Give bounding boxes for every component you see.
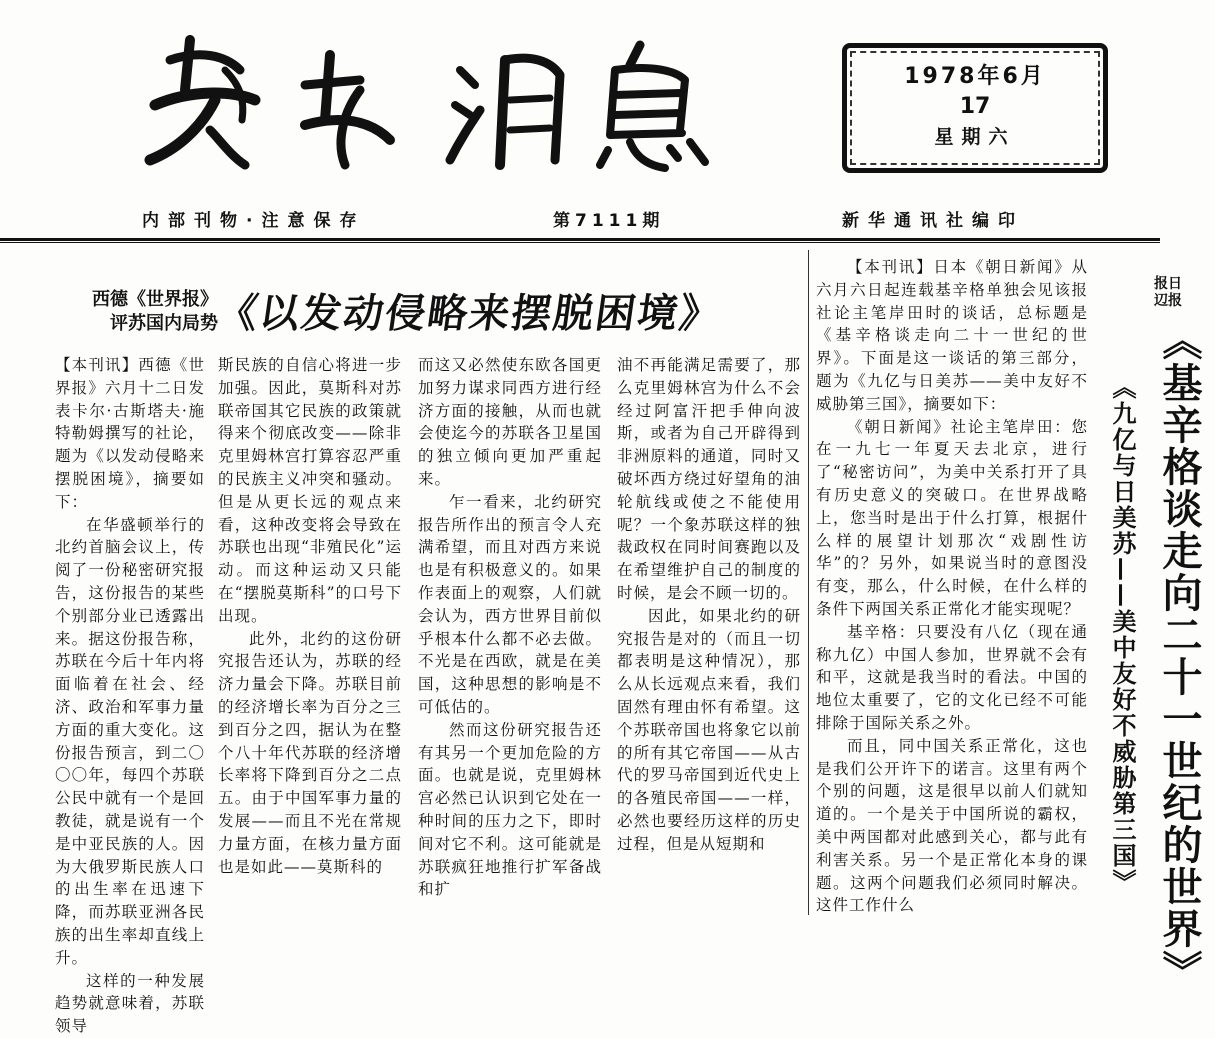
paragraph: 而这又必然使东欧各国更加努力谋求同西方进行经济方面的接触，从而也就会使迄今的苏联各卫星国的独立倾向更加严重起来。 bbox=[418, 356, 602, 488]
paragraph: 《朝日新闻》社论主笔岸田：您在一九七一年夏天去北京，进行了“秘密访问”，为美中关系打开了具有历史意义的突破口。在世界战略上，您当时是出于什么打算，根据什么样的展望计划那次“戏剧性访华”的？另外，如果说当时的意图没有变，那么，什么时候，在什么样的条件下两国关系正常化才能实现呢？ bbox=[816, 417, 1088, 618]
paragraph: 基辛格：只要没有八亿（现在通称九亿）中国人参加，世界就不会有和平，这就是我当时的看法。中国的地位太重要了，它的文化已经不可能排除于国际关系之外。 bbox=[816, 622, 1088, 732]
date-day: 17 bbox=[959, 94, 991, 119]
source-label-line: 辺报 bbox=[1154, 293, 1182, 309]
side-headline: 《基辛格谈走向二十一世纪的世界》 bbox=[1156, 320, 1202, 992]
header-rule-thin bbox=[0, 242, 1160, 243]
kicker-line: 评苏国内局势 bbox=[110, 313, 218, 334]
kicker-line: 西德《世界报》 bbox=[92, 289, 218, 310]
masthead-calligraphy-logo bbox=[130, 30, 730, 180]
article-kicker bbox=[68, 288, 218, 336]
publisher: 新华通讯社编印 bbox=[842, 211, 1024, 231]
article-column bbox=[617, 354, 801, 856]
source-label-line: 报日 bbox=[1154, 276, 1182, 292]
issue-number: 第7111期 bbox=[553, 211, 665, 231]
paragraph: 【本刊讯】西德《世界报》六月十二日发表卡尔·古斯塔夫·施特勒姆撰写的社论，题为《以发动侵略来摆脱困境》，摘要如下： bbox=[55, 356, 205, 511]
article-column bbox=[55, 354, 205, 1038]
paragraph: 乍一看来，北约研究报告所作出的预言令人充满希望，而且对西方来说也是有积极意义的。如果作表面上的观察，人们就会认为，西方世界目前似乎根本什么都不必去做。不光是在西欧，就是在美国，这种思想的影响是不可低估的。 bbox=[418, 492, 602, 716]
internal-notice: 内部刊物·注意保存 bbox=[142, 211, 366, 231]
paragraph: 然而这份研究报告还有其另一个更加危险的方面。也就是说，克里姆林宫必然已认识到它处在一种时间的压力之下，即时间对它不利。这可能就是苏联疯狂地推行扩军备战和扩 bbox=[418, 720, 602, 899]
paragraph: 斯民族的自信心将进一步加强。因此，莫斯科对苏联帝国其它民族的政策就得来个彻底改变——除非克里姆林宫打算容忍严重的民族主义冲突和骚动。但是从更长远的观点来看，这种改变将会导致在苏联也出现“非殖民化”运动。而这种运动又只能在“摆脱莫斯科”的口号下出现。 bbox=[218, 356, 402, 625]
paragraph: 此外，北约的这份研究报告还认为，苏联的经济力量会下降。苏联目前的经济增长率为百分之三到百分之四，据认为在整个八十年代苏联的经济增长率将下降到百分之二点五。由于中国军事力量的发展——而且不光在常规力量方面，在核力量方面也是如此——莫斯科的 bbox=[218, 629, 402, 876]
paragraph: 油不再能满足需要了，那么克里姆林宫为什么不会经过阿富汗把手伸向波斯，或者为自己开辟得到非洲原料的通道，同时又破坏西方绕过好望角的油轮航线或使之不能使用呢？一个象苏联这样的独裁政权在同时间赛跑以及在希望维护自己的制度的时候，是会不顾一切的。 bbox=[617, 356, 801, 602]
source-label bbox=[1148, 276, 1188, 310]
paragraph: 而且，同中国关系正常化，这也是我们公开许下的诺言。这里有两个个别的问题，这是很早以前人们就知道的。一个是关于中国所说的霸权，美中两国都对此感到关心，都与此有利害关系。另一个是正常化本身的课题。这两个问题我们必须同时解决。这件工作什么 bbox=[816, 736, 1088, 915]
right-article-column bbox=[816, 256, 1088, 917]
article-headline: 《以发动侵略来摆脱困境》 bbox=[214, 291, 725, 337]
article-column bbox=[218, 354, 402, 878]
paragraph: 这样的一种发展趋势就意味着，苏联领导 bbox=[55, 971, 205, 1036]
side-subheadline: 《九亿与日美苏——美中友好不威胁第三国》 bbox=[1108, 375, 1136, 895]
paragraph: 【本刊讯】日本《朝日新闻》从六月六日起连载基辛格单独会见该报社论主笔岸田时的谈话，总标题是《基辛格谈走向二十一世纪的世界》。下面是这一谈话的第三部分，题为《九亿与日美苏——美中友好不威胁第三国》，摘要如下： bbox=[816, 258, 1088, 413]
date-box bbox=[842, 43, 1108, 173]
date-year-month: 1978年6月 bbox=[904, 64, 1046, 89]
header-rule bbox=[0, 238, 1160, 241]
paragraph: 因此，如果北约的研究报告是对的（而且一切都表明是这种情况），那么从长远观点来看，我们固然有理由怀有希望。这个苏联帝国也将象它以前的所有其它帝国——从古代的罗马帝国到近代史上的各殖民帝国——一样，必然也要经历这样的历史过程，但是从短期和 bbox=[617, 606, 801, 853]
date-weekday: 星期六 bbox=[934, 126, 1016, 148]
article-column bbox=[418, 354, 602, 901]
paragraph: 在华盛顿举行的北约首脑会议上，传阅了一份秘密研究报告，这份报告的某些个别部分业已透露出来。据这份报告称，苏联在今后十年内将面临着在社会、经济、政治和军事力量方面的重大变化。这份报告预言，到二〇〇〇年，每四个苏联公民中就有一个是回教徒，就是说有一个是中亚民族的人。因为大俄罗斯民族人口的出生率在迅速下降，而苏联亚洲各民族的出生率却直线上升。 bbox=[55, 515, 205, 967]
column-divider bbox=[808, 250, 809, 915]
